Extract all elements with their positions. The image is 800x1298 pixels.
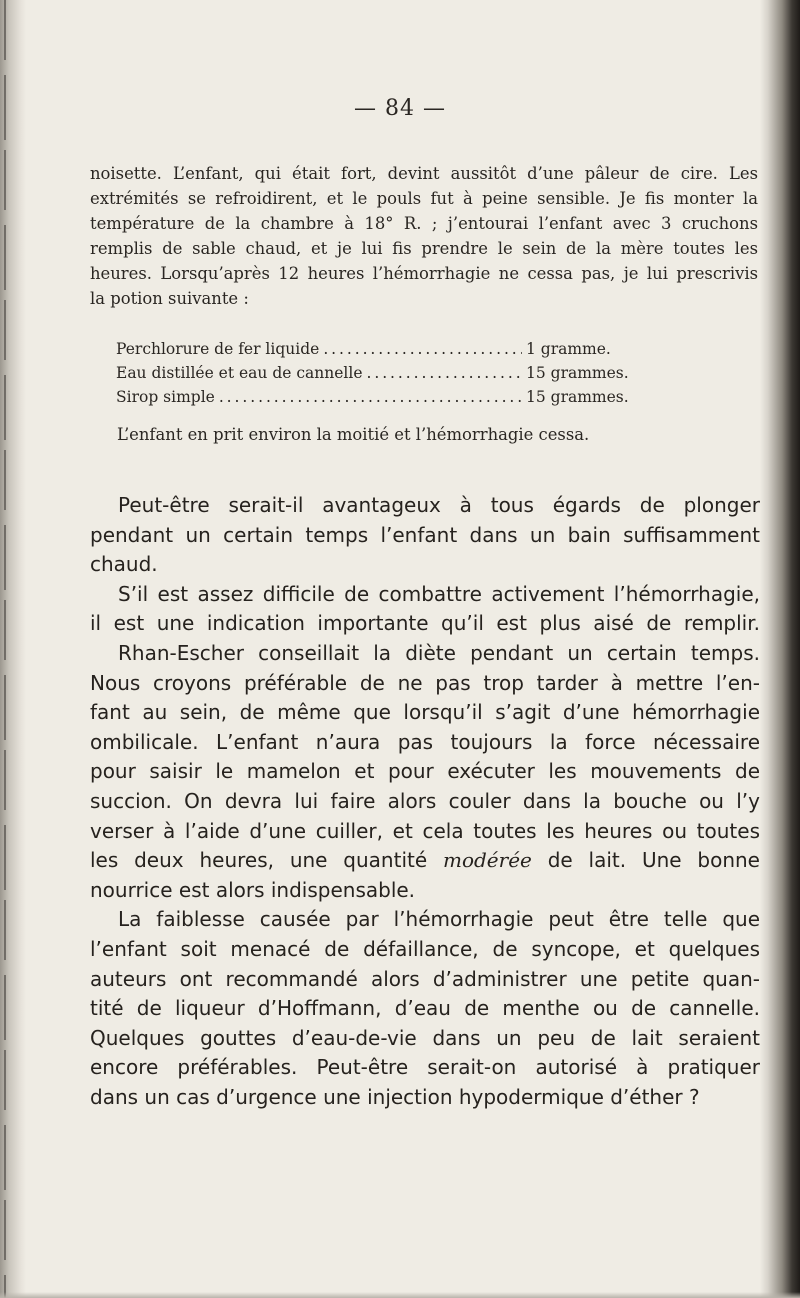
prescription-item — [116, 385, 676, 409]
text-line: Rhan-Escher conseillait la diète pendant un certain temps. — [118, 640, 760, 665]
text-line: il est une indication importante qu’il est plus aisé de remplir. — [90, 611, 760, 636]
text-line: température de la chambre à 18° R. ; j’entourai l’enfant avec 3 cruchons — [90, 214, 758, 233]
paragraph-case-report — [90, 161, 758, 311]
text-line: pendant un certain temps l’enfant dans un bain suffisamment — [90, 522, 760, 547]
text-line: Nous croyons préférable de ne pas trop tarder à mettre l’en- — [90, 670, 760, 695]
main-text-body — [90, 491, 760, 1112]
text-line: tité de liqueur d’Hoffmann, d’eau de menthe ou de cannelle. — [90, 996, 760, 1021]
right-page-edge — [760, 0, 800, 1298]
leader-dots — [219, 385, 522, 409]
text-line: ombilicale. L’enfant n’aura pas toujours la force nécessaire — [90, 729, 760, 754]
ingredient-name: Eau distillée et eau de cannelle — [116, 364, 363, 382]
prescription-item — [116, 337, 676, 361]
text-line: heures. Lorsqu’après 12 heures l’hémorrhagie ne cessa pas, je lui prescrivis — [90, 264, 758, 283]
text-line: verser à l’aide d’une cuiller, et cela toutes les heures ou toutes — [90, 818, 760, 843]
leader-dots — [367, 361, 523, 385]
text-line: pour saisir le mamelon et pour exécuter les mouvements de — [90, 759, 760, 784]
result-line: L’enfant en prit environ la moitié et l’hémorrhagie cessa. — [117, 425, 590, 444]
text-line: S’il est assez difficile de combattre activement l’hémorrhagie, — [118, 581, 760, 606]
text-line: l’enfant soit menacé de défaillance, de syncope, et quelques — [90, 936, 760, 961]
text-line: les deux heures, une quantité modérée de lait. Une bonne — [90, 848, 760, 873]
ingredient-quantity: 15 grammes. — [526, 364, 629, 382]
text-line: la potion suivante : — [90, 289, 249, 308]
leader-dots — [323, 337, 522, 361]
page-number: — 84 — — [354, 96, 446, 121]
text-line: encore préférables. Peut-être serait-on autorisé à pratiquer — [90, 1055, 760, 1080]
ingredient-quantity: 15 grammes. — [526, 388, 629, 406]
text-line: remplis de sable chaud, et je lui fis prendre le sein de la mère toutes les — [90, 239, 758, 258]
text-line: nourrice est alors indispensable. — [90, 877, 416, 902]
left-page-edge — [0, 0, 26, 1298]
ingredient-name: Sirop simple — [116, 388, 215, 406]
prescription-list — [116, 337, 676, 409]
text-line: auteurs ont recommandé alors d’administrer une petite quan- — [90, 966, 760, 991]
text-line: dans un cas d’urgence une injection hypodermique d’éther ? — [90, 1084, 700, 1109]
text-line: Peut-être serait-il avantageux à tous égards de plonger — [118, 493, 760, 517]
bottom-page-edge — [0, 1292, 800, 1298]
ingredient-quantity: 1 gramme. — [526, 340, 611, 358]
text-line: Quelques gouttes d’eau-de-vie dans un peu de lait seraient — [90, 1025, 760, 1050]
text-line: noisette. L’enfant, qui était fort, devint aussitôt d’une pâleur de cire. Les — [90, 164, 758, 183]
text-line: succion. On devra lui faire alors couler dans la bouche ou l’y — [90, 788, 760, 813]
text-line: La faiblesse causée par l’hémorrhagie peut être telle que — [118, 907, 760, 932]
text-line: fant au sein, de même que lorsqu’il s’agit d’une hémorrhagie — [90, 700, 760, 725]
prescription-item — [116, 361, 676, 385]
text-line: chaud. — [90, 552, 158, 577]
text-line: extrémités se refroidirent, et le pouls fut à peine sensible. Je fis monter la — [90, 189, 758, 208]
ingredient-name: Perchlorure de fer liquide — [116, 340, 320, 358]
